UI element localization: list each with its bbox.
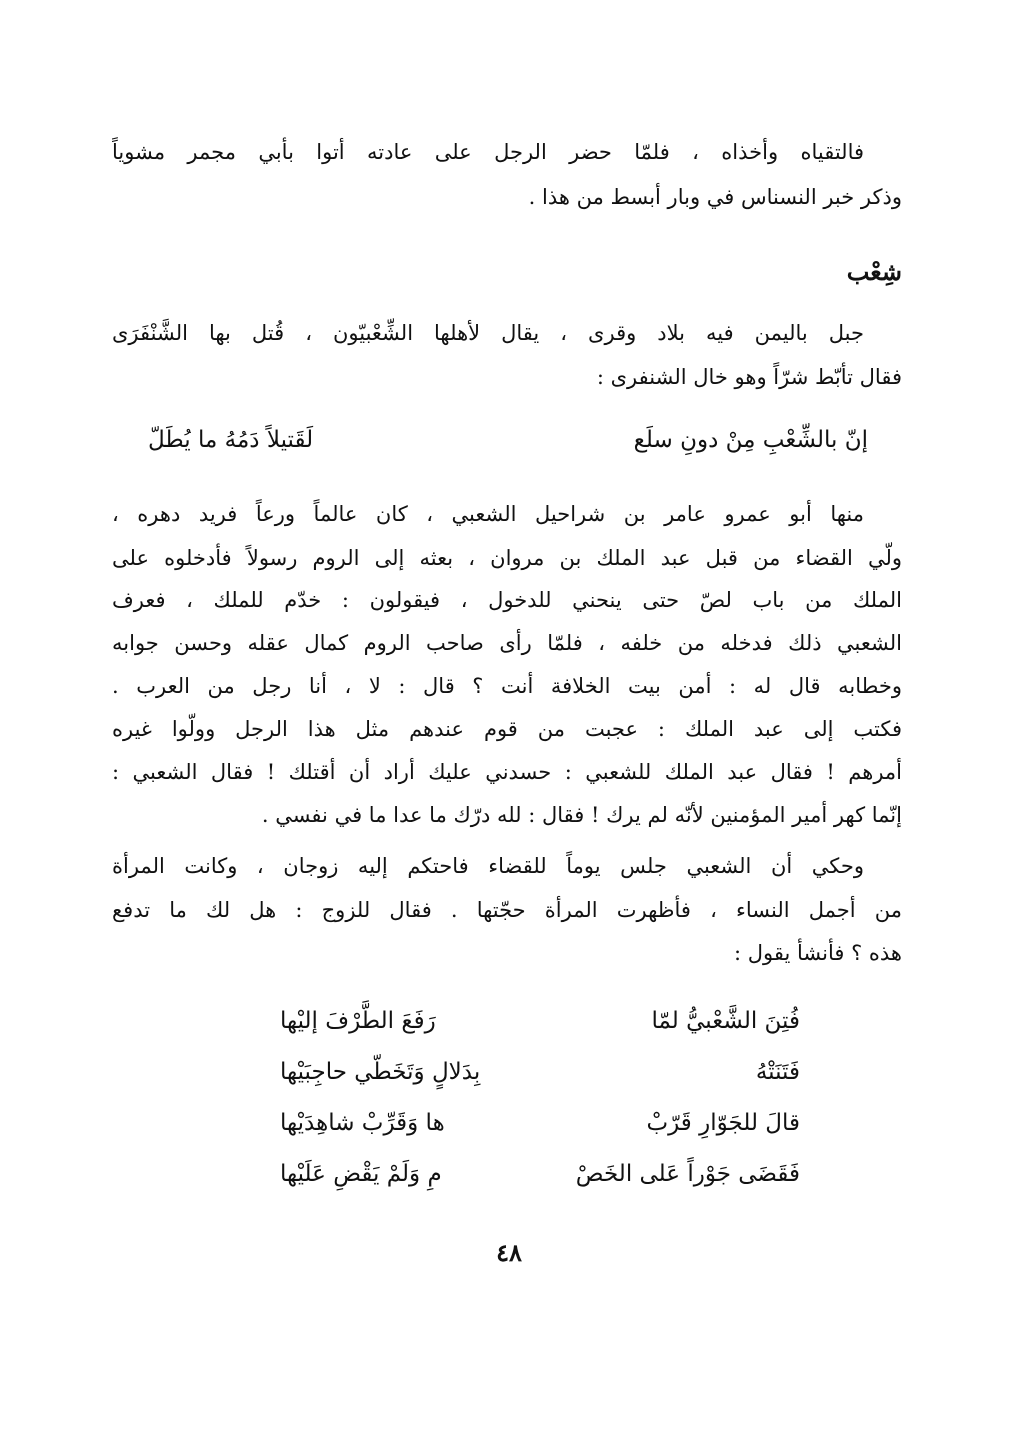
poem-second-hemistich: رَفَعَ الطَّرْفَ إليْها: [280, 1008, 436, 1034]
text-line: فكتب إلى عبد الملك : عجبت من قوم عندهم مثل هذا الرجل وولّوا غيره: [112, 717, 902, 741]
entry-heading: شِعْب: [846, 257, 902, 286]
poem-second-hemistich: مِ وَلَمْ يَقْضِ عَلَيْها: [280, 1161, 442, 1187]
text-line: فالتقياه وأخذاه ، فلمّا حضر الرجل على عادته أتوا بأبي مجمر مشوياً: [112, 140, 864, 164]
poem-second-hemistich: بِدَلالٍ وَتَخَطّي حاجِبَيْها: [280, 1059, 481, 1085]
page-number: ٤٨: [496, 1238, 522, 1267]
verse-second-hemistich: لَقَتيلاً دَمُهُ ما يُطَلّ: [148, 427, 314, 453]
text-line: وحكي أن الشعبي جلس يوماً للقضاء فاحتكم إليه زوجان ، وكانت المرأة: [112, 854, 864, 878]
text-line: منها أبو عمرو عامر بن شراحيل الشعبي ، كان عالماً ورعاً فريد دهره ،: [112, 502, 864, 526]
poem-first-hemistich: فَقَضَى جَوْراً عَلى الخَصْ: [575, 1161, 800, 1187]
text-line: وذكر خبر النسناس في وبار أبسط من هذا .: [528, 185, 902, 209]
poem-verse: [280, 1047, 800, 1098]
text-line: جبل باليمن فيه بلاد وقرى ، يقال لأهلها الشِّعْبيّون ، قُتل بها الشَّنْفَرَى: [112, 321, 864, 345]
poem-first-hemistich: قالَ للجَوّارِ قَرّبْ: [646, 1110, 800, 1136]
poem-second-hemistich: ها وَقَرِّبْ شاهِدَيْها: [280, 1110, 445, 1136]
text-line: أمرهم ! فقال عبد الملك للشعبي : حسدني عليك أراد أن أقتلك ! فقال الشعبي :: [112, 760, 902, 784]
text-line: فقال تأبّط شرّاً وهو خال الشنفرى :: [596, 365, 902, 389]
single-verse: [148, 418, 868, 462]
text-line: إنّما كهر أمير المؤمنين لأنّه لم يرك ! فقال : لله درّك ما عدا ما في نفسي .: [261, 803, 902, 827]
poem-verse: [280, 1098, 800, 1149]
poem: [280, 996, 800, 1200]
text-line: من أجمل النساء ، فأظهرت المرأة حجّتها . فقال للزوج : هل لك ما تدفع: [112, 898, 902, 922]
text-line: الملك من باب لصّ حتى ينحني للدخول ، فيقولون : خدّم للملك ، فعرف: [112, 588, 902, 612]
poem-first-hemistich: فُتِنَ الشَّعْبيُّ لمّا: [651, 1008, 800, 1034]
text-line: ولّي القضاء من قبل عبد الملك بن مروان ، بعثه إلى الروم رسولاً فأدخلوه على: [112, 546, 902, 570]
poem-first-hemistich: فَتَنَتْهُ: [755, 1059, 800, 1085]
verse-first-hemistich: إنّ بالشِّعْبِ مِنْ دونِ سلَع: [633, 427, 868, 453]
text-line: هذه ؟ فأنشأ يقول :: [733, 941, 902, 965]
poem-verse: [280, 1149, 800, 1200]
poem-verse: [280, 996, 800, 1047]
text-line: وخطابه قال له : أمن بيت الخلافة أنت ؟ قال : لا ، أنا رجل من العرب .: [112, 674, 902, 698]
text-line: الشعبي ذلك فدخله من خلفه ، فلمّا رأى صاحب الروم كمال عقله وحسن جوابه: [112, 631, 902, 655]
